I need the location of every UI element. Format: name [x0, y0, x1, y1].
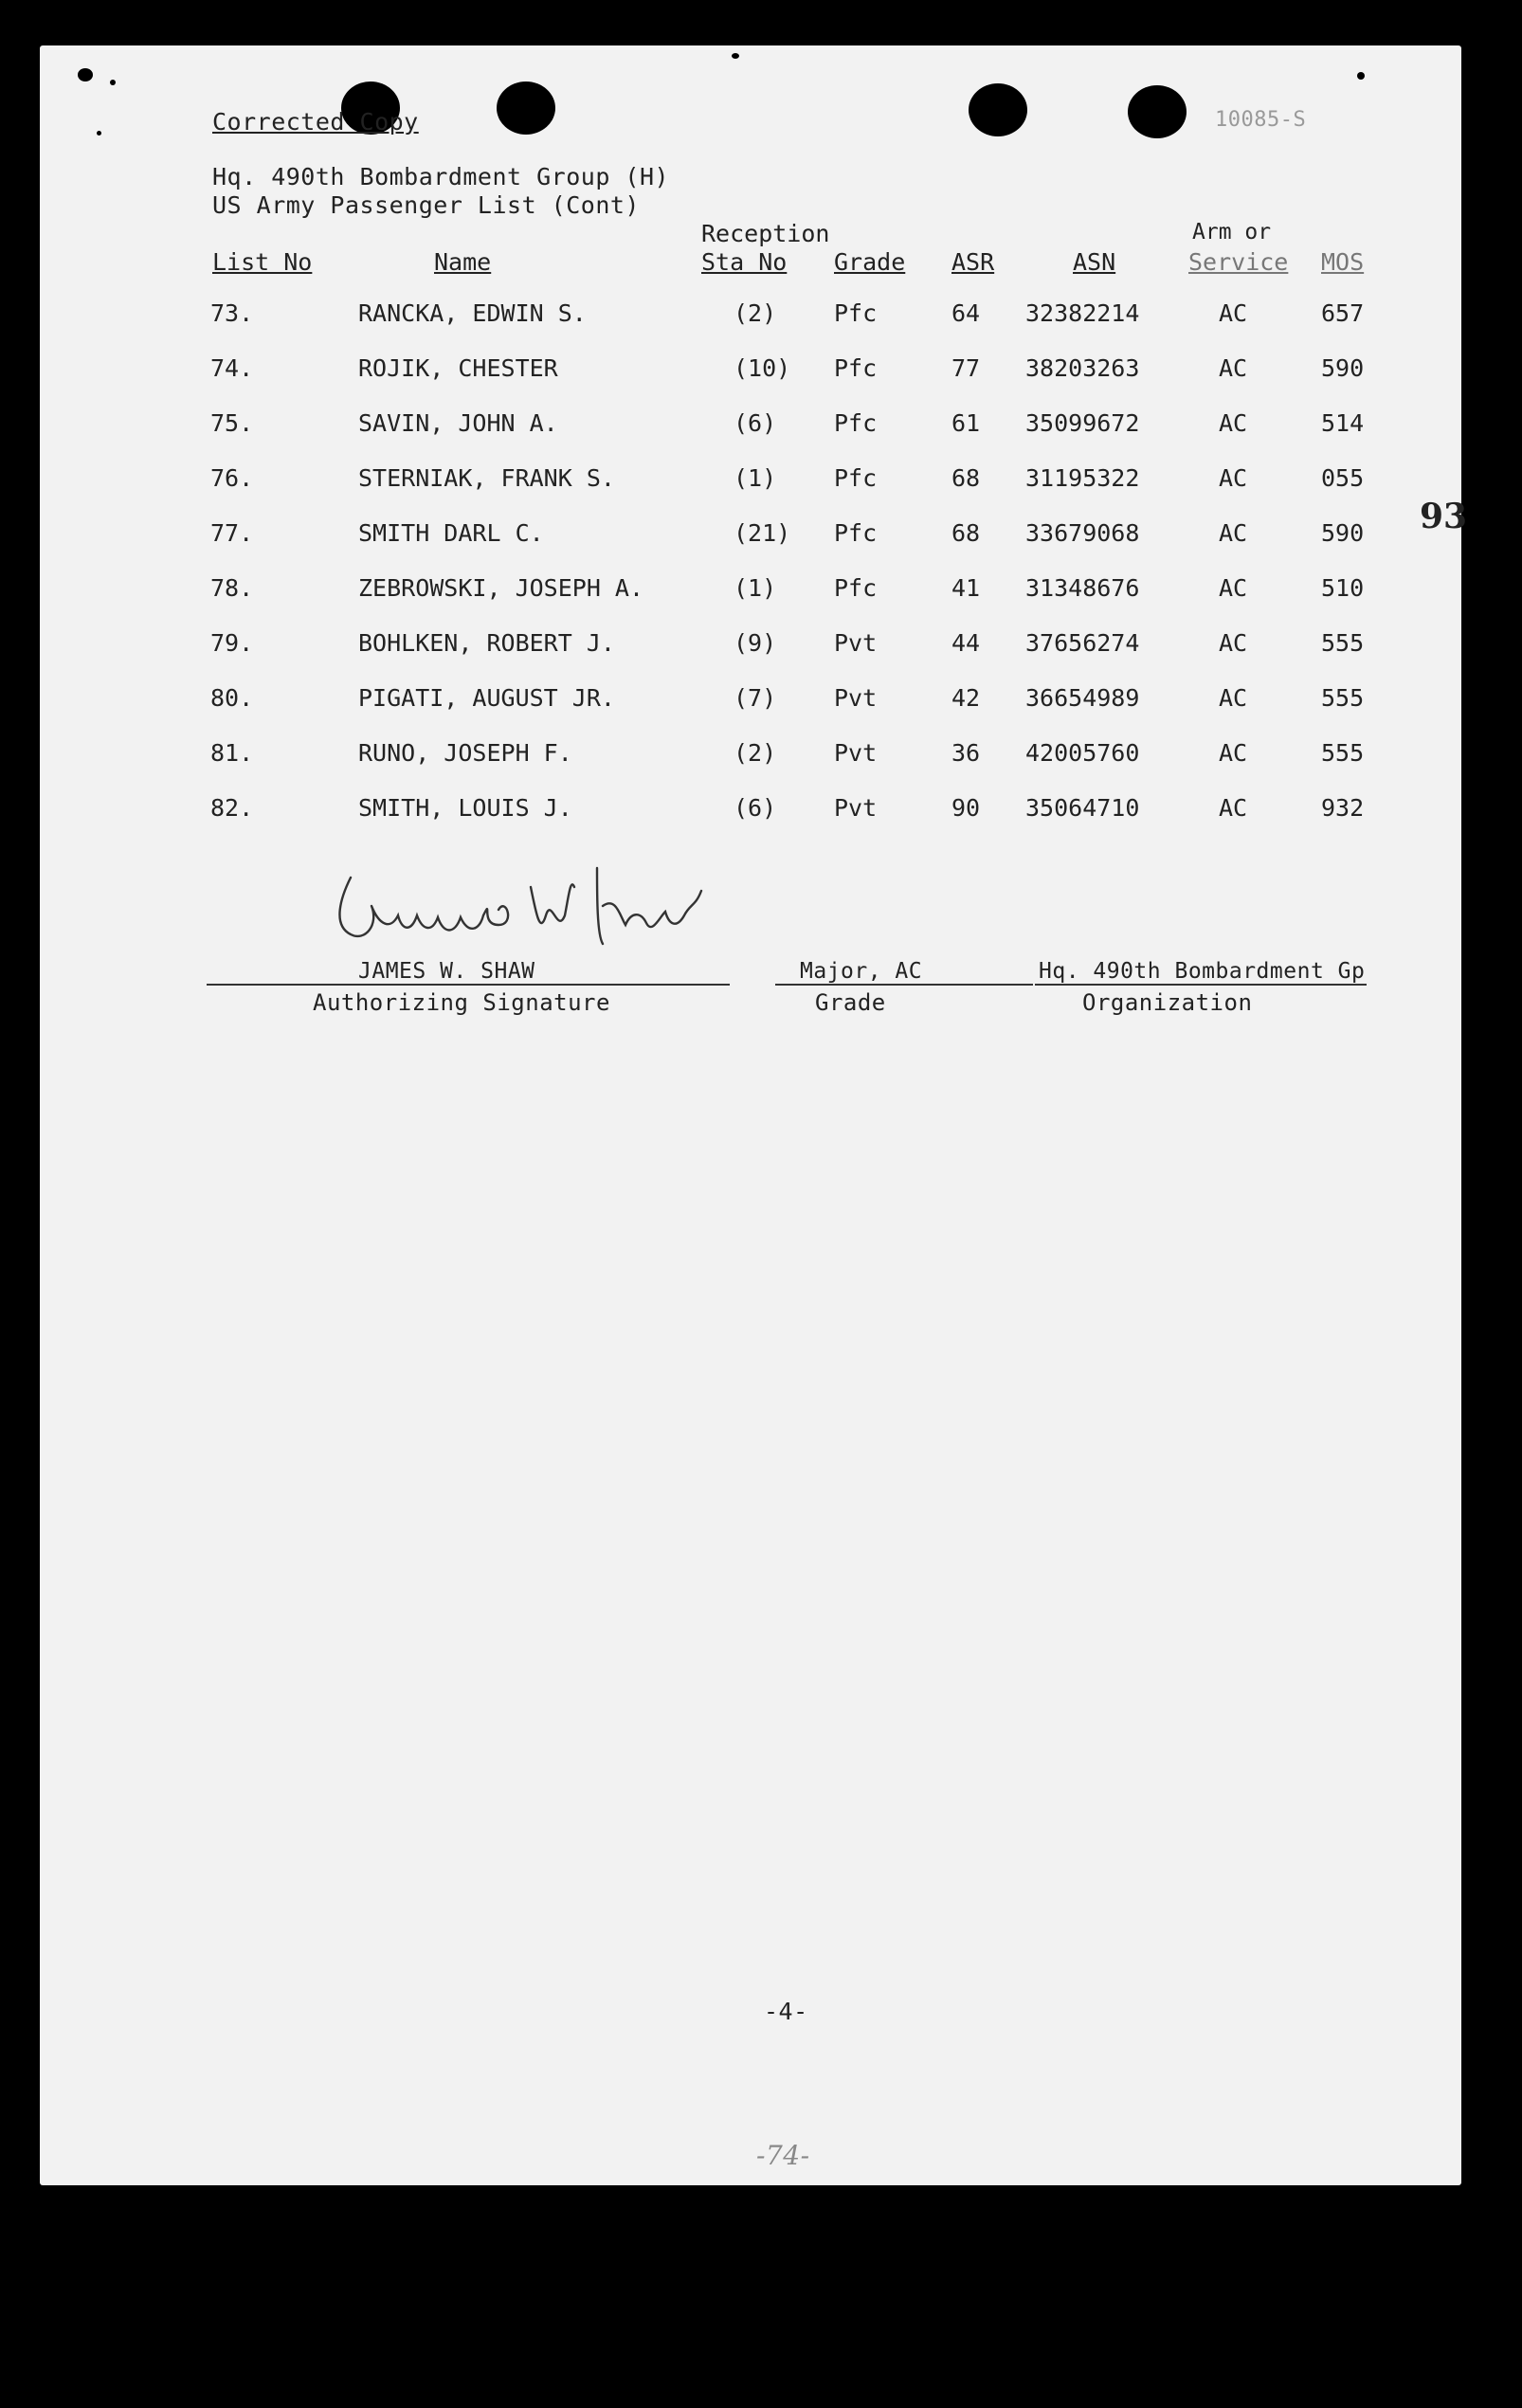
asr: 68	[951, 464, 981, 492]
asn: 33679068	[1025, 519, 1140, 547]
mos: 657	[1321, 299, 1365, 327]
punch-hole	[1128, 85, 1187, 138]
station-number: (10)	[734, 354, 791, 382]
margin-page-number: 93	[1420, 497, 1468, 536]
station-number: (2)	[734, 739, 777, 767]
table-row	[40, 519, 1461, 557]
mos: 555	[1321, 684, 1365, 712]
list-number: 79.	[210, 629, 254, 657]
passenger-name: STERNIAK, FRANK S.	[358, 464, 615, 492]
signature-caption: Authorizing Signature	[313, 989, 610, 1016]
asr: 41	[951, 574, 981, 602]
header-mos: MOS	[1321, 248, 1365, 276]
asn: 36654989	[1025, 684, 1140, 712]
grade-line	[775, 984, 1033, 986]
organization-line: Hq. 490th Bombardment Group (H)	[212, 163, 670, 190]
arm-service: AC	[1219, 574, 1248, 602]
document-page	[40, 45, 1468, 2185]
list-number: 75.	[210, 409, 254, 437]
handwritten-signature	[313, 859, 730, 963]
arm-service: AC	[1219, 299, 1248, 327]
arm-service: AC	[1219, 739, 1248, 767]
header-list-no: List No	[212, 248, 313, 276]
station-number: (1)	[734, 574, 777, 602]
station-number: (6)	[734, 409, 777, 437]
grade: Pfc	[834, 464, 878, 492]
station-number: (1)	[734, 464, 777, 492]
asr: 61	[951, 409, 981, 437]
asn: 37656274	[1025, 629, 1140, 657]
mos: 055	[1321, 464, 1365, 492]
ink-speck	[110, 80, 116, 85]
arm-service: AC	[1219, 629, 1248, 657]
mos: 590	[1321, 519, 1365, 547]
arm-service: AC	[1219, 794, 1248, 822]
organization-value: Hq. 490th Bombardment Gp	[1039, 959, 1366, 984]
arm-service: AC	[1219, 354, 1248, 382]
passenger-name: SMITH, LOUIS J.	[358, 794, 572, 822]
reference-number: 10085-S	[1215, 108, 1307, 132]
header-arm-or: Arm or	[1192, 220, 1272, 244]
mos: 514	[1321, 409, 1365, 437]
passenger-name: ZEBROWSKI, JOSEPH A.	[358, 574, 644, 602]
punch-hole	[969, 83, 1027, 136]
asn: 31348676	[1025, 574, 1140, 602]
header-grade: Grade	[834, 248, 906, 276]
table-row	[40, 739, 1461, 777]
passenger-name: BOHLKEN, ROBERT J.	[358, 629, 615, 657]
punch-hole	[497, 81, 555, 135]
passenger-name: SAVIN, JOHN A.	[358, 409, 558, 437]
arm-service: AC	[1219, 684, 1248, 712]
header-asr: ASR	[951, 248, 995, 276]
grade: Pfc	[834, 354, 878, 382]
asn: 35064710	[1025, 794, 1140, 822]
header-name: Name	[434, 248, 492, 276]
station-number: (6)	[734, 794, 777, 822]
mos: 555	[1321, 629, 1365, 657]
asn: 38203263	[1025, 354, 1140, 382]
header-service: Service	[1188, 248, 1289, 276]
handwritten-page-mark: -74-	[756, 2140, 810, 2171]
arm-service: AC	[1219, 464, 1248, 492]
grade: Pfc	[834, 574, 878, 602]
mos: 590	[1321, 354, 1365, 382]
list-number: 78.	[210, 574, 254, 602]
station-number: (2)	[734, 299, 777, 327]
signature-line	[207, 984, 730, 986]
grade: Pvt	[834, 629, 878, 657]
list-number: 81.	[210, 739, 254, 767]
organization-caption: Organization	[1082, 989, 1253, 1016]
asn: 31195322	[1025, 464, 1140, 492]
asn: 42005760	[1025, 739, 1140, 767]
station-number: (7)	[734, 684, 777, 712]
passenger-name: RUNO, JOSEPH F.	[358, 739, 572, 767]
list-number: 74.	[210, 354, 254, 382]
grade-caption: Grade	[815, 989, 886, 1016]
header-sta-no: Sta No	[701, 248, 788, 276]
passenger-name: ROJIK, CHESTER	[358, 354, 558, 382]
list-number: 80.	[210, 684, 254, 712]
asr: 42	[951, 684, 981, 712]
mos: 510	[1321, 574, 1365, 602]
arm-service: AC	[1219, 409, 1248, 437]
asr: 90	[951, 794, 981, 822]
table-row	[40, 684, 1461, 722]
table-row	[40, 409, 1461, 447]
asr: 36	[951, 739, 981, 767]
ink-speck	[78, 68, 93, 81]
grade: Pvt	[834, 794, 878, 822]
asn: 35099672	[1025, 409, 1140, 437]
table-row	[40, 629, 1461, 667]
passenger-name: RANCKA, EDWIN S.	[358, 299, 587, 327]
asr: 77	[951, 354, 981, 382]
page-number: -4-	[764, 1998, 808, 2025]
grade: Pfc	[834, 299, 878, 327]
corrected-copy-stamp: Corrected Copy	[212, 108, 419, 136]
ink-speck	[1357, 72, 1365, 80]
ink-speck	[732, 53, 739, 59]
passenger-name: PIGATI, AUGUST JR.	[358, 684, 615, 712]
mos: 555	[1321, 739, 1365, 767]
header-reception: Reception	[701, 220, 830, 247]
asr: 64	[951, 299, 981, 327]
table-row	[40, 464, 1461, 502]
asr: 68	[951, 519, 981, 547]
table-row	[40, 354, 1461, 392]
header-asn: ASN	[1073, 248, 1116, 276]
list-number: 77.	[210, 519, 254, 547]
station-number: (21)	[734, 519, 791, 547]
grade: Pvt	[834, 684, 878, 712]
grade: Pvt	[834, 739, 878, 767]
list-number: 76.	[210, 464, 254, 492]
station-number: (9)	[734, 629, 777, 657]
mos: 932	[1321, 794, 1365, 822]
organization-line-rule	[1035, 984, 1367, 986]
asr: 44	[951, 629, 981, 657]
grade: Pfc	[834, 519, 878, 547]
list-number: 73.	[210, 299, 254, 327]
asn: 32382214	[1025, 299, 1140, 327]
table-row	[40, 299, 1461, 337]
signer-name: JAMES W. SHAW	[358, 959, 535, 984]
arm-service: AC	[1219, 519, 1248, 547]
grade-value: Major, AC	[800, 959, 923, 984]
list-number: 82.	[210, 794, 254, 822]
grade: Pfc	[834, 409, 878, 437]
table-row	[40, 794, 1461, 832]
document-title: US Army Passenger List (Cont)	[212, 191, 640, 219]
table-row	[40, 574, 1461, 612]
passenger-name: SMITH DARL C.	[358, 519, 544, 547]
ink-speck	[97, 131, 101, 136]
